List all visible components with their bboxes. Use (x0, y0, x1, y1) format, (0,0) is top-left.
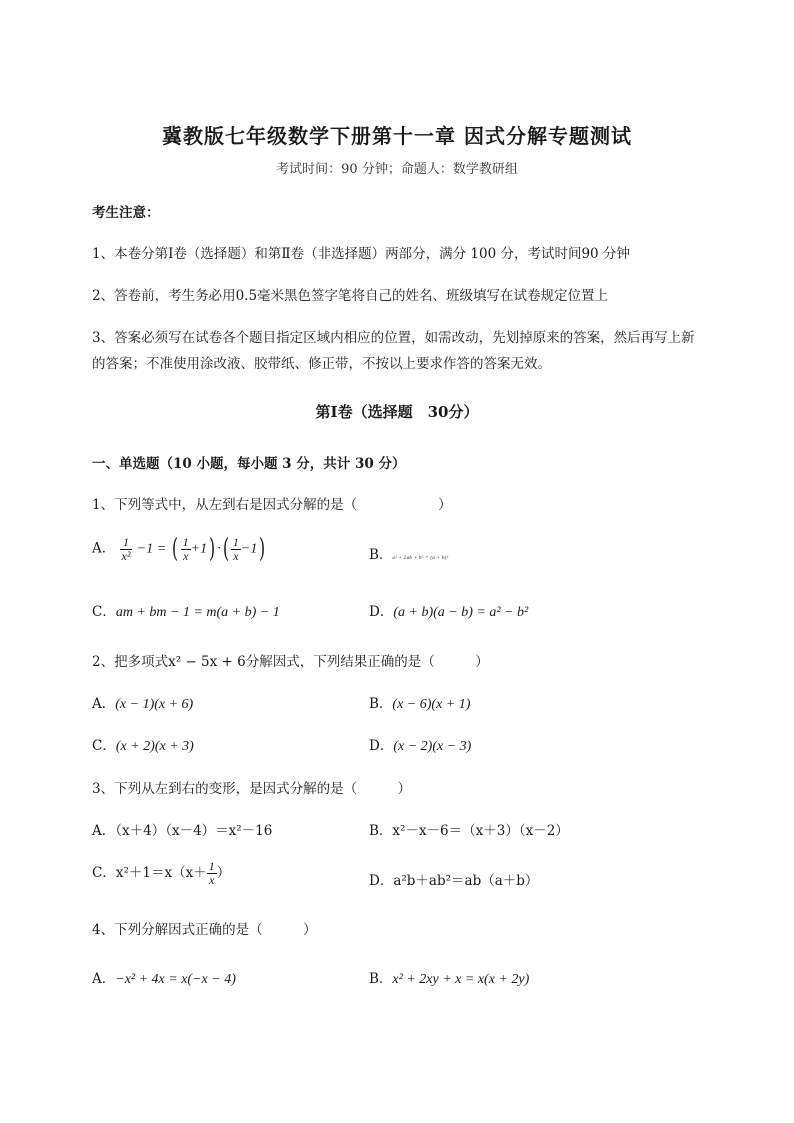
math-text: (x + 2)(x + 3) (115, 739, 194, 754)
question-stem: 2、把多项式x² − 5x + 6分解因式，下列结果正确的是（ ） (92, 654, 489, 670)
option-label: C． (92, 865, 116, 881)
option-a[interactable]: A． $\frac{1}{\text{x²}}$ −1 = ( $\frac{1}{x}$ +1) ·( $\frac{1}{x}$ −1) (92, 534, 266, 564)
math-text: −x² + 4x = x(−x − 4) (115, 972, 236, 987)
option-b[interactable] (369, 543, 448, 563)
fraction: $\frac{1}{x}$ (182, 534, 189, 563)
math-text: x²－x－6＝（x＋3）（x－2） (392, 823, 569, 839)
question-stem: 1、下列等式中，从左到右是因式分解的是（ ） (92, 497, 452, 513)
note-item: 3、答案必须写在试卷各个题目指定区域内相应的位置，如需改动，先划掉原来的答案，然后再写上新 (92, 330, 695, 346)
option-a[interactable] (92, 967, 236, 988)
question-stem: 3、下列从左到右的变形，是因式分解的是（ ） (92, 781, 412, 797)
fraction: $\frac{1}{x}$ (232, 534, 239, 563)
math-text: x² + 2xy + x = x(x + 2y) (392, 972, 530, 987)
math-text: ） (216, 865, 231, 881)
option-label: D． (369, 604, 394, 620)
math-text: a²b＋ab²＝ab（a＋b） (393, 873, 539, 889)
option-a[interactable] (92, 692, 193, 713)
exam-info: 考试时间：90 分钟；命题人：数学教研组 (276, 162, 518, 177)
option-label: D． (369, 738, 394, 754)
math-text: (x − 1)(x + 6) (115, 697, 194, 712)
math-text: +1 (190, 541, 208, 557)
math-text: x²＋1＝x（x＋ (115, 865, 207, 881)
section-heading: 一、单选题（10 小题，每小题 3 分，共计 30 分） (92, 456, 406, 472)
option-label: A． (92, 971, 116, 987)
option-label: B． (369, 696, 393, 712)
note-item: 2、答卷前，考生务必用0.5毫米黑色签字笔将自己的姓名、班级填写在试卷规定位置上 (92, 288, 609, 304)
math-text: (a + b)(a − b) = a² − b² (393, 605, 529, 620)
math-text: −1 = (136, 541, 167, 557)
notes-heading: 考生注意： (92, 205, 160, 221)
option-label: B． (369, 547, 393, 563)
option-label: A． (92, 823, 116, 839)
math-text: am + bm − 1 = m(a + b) − 1 (115, 605, 280, 620)
math-text: −1 (240, 541, 258, 557)
option-label: C． (92, 738, 116, 754)
option-b[interactable] (369, 819, 569, 839)
part-title: 第Ⅰ卷（选择题 30分） (315, 403, 479, 421)
option-d[interactable] (369, 734, 471, 755)
math-text: （x＋4）（x－4）＝x²－16 (115, 823, 273, 839)
option-label: A． (92, 696, 116, 712)
note-item: 1、本卷分第Ⅰ卷（选择题）和第Ⅱ卷（非选择题）两部分，满分 100 分，考试时间90 分钟 (92, 246, 630, 262)
page-title: 冀教版七年级数学下册第十一章 因式分解专题测试 (162, 124, 632, 148)
math-text: (x − 6)(x + 1) (392, 697, 471, 712)
option-label: B． (369, 971, 393, 987)
option-c[interactable] (92, 734, 194, 755)
option-label: B． (369, 823, 393, 839)
option-c[interactable] (92, 600, 280, 621)
option-b[interactable] (369, 967, 529, 988)
option-b[interactable] (369, 692, 470, 713)
option-label: C． (92, 604, 116, 620)
fraction: $\frac{1}{x}$ (208, 859, 215, 887)
note-item: 的答案；不准使用涂改液、胶带纸、修正带，不按以上要求作答的答案无效。 (92, 356, 551, 372)
math-text: (x − 2)(x − 3) (393, 739, 472, 754)
fraction: $\frac{1}{\text{x²}}$ (121, 534, 131, 563)
option-d[interactable] (369, 869, 538, 889)
option-a[interactable] (92, 819, 272, 839)
option-c[interactable] (92, 860, 230, 887)
math-text: · (217, 541, 221, 557)
question-stem: 4、下列分解因式正确的是（ ） (92, 922, 317, 938)
option-label: D． (369, 873, 394, 889)
option-d[interactable] (369, 600, 528, 621)
math-text: a² + 2ab + b² = (a + b)² (392, 556, 449, 561)
option-label: A． (92, 540, 116, 557)
